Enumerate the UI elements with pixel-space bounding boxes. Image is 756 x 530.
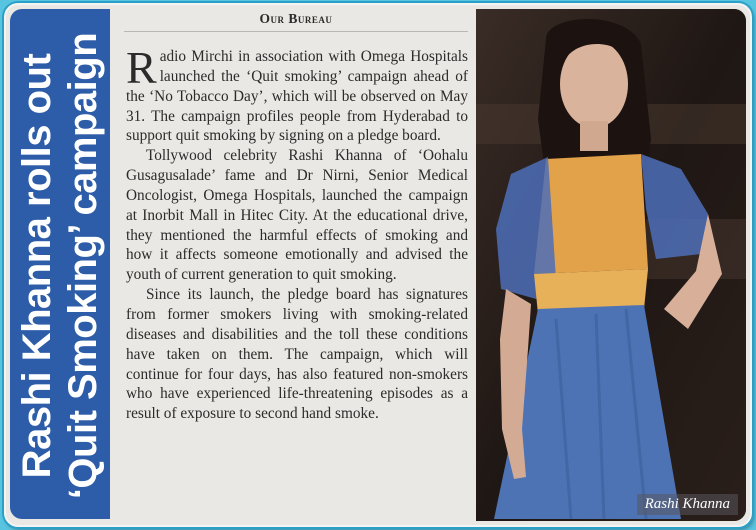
- article-paragraph-3: Since its launch, the pledge board has signatures from former smokers living with smoking-related diseases and disabilities and the toll these conditions have taken on them. The campaign, which will continue for four days, has also featured non-smokers who have experienced life-threatening episodes as a result of exposure to second hand smoke.: [126, 286, 468, 423]
- headline-line-2: ‘Quit Smoking’ campaign: [61, 32, 105, 500]
- newspaper-clipping: [4, 3, 752, 527]
- portrait-illustration: [476, 9, 746, 521]
- article-paragraph-1: [126, 42, 468, 146]
- article-body: [126, 42, 468, 424]
- headline-sidebar: [10, 9, 110, 519]
- photo-caption: Rashi Khanna: [637, 494, 738, 515]
- headline: [12, 16, 108, 516]
- headline-line-1: Rashi Khanna rolls out: [15, 53, 59, 479]
- portrait-photo: [476, 9, 746, 521]
- byline: Our Bureau: [124, 11, 468, 32]
- article-paragraph-1-text: adio Mirchi in association with Omega Hospitals launched the ‘Quit smoking’ campaign ahead of the ‘No Tobacco Day’, which will be observed on May 31. The campaign profiles people from Hyderabad to support quit smoking by signing on a pledge board.: [126, 48, 468, 145]
- drop-cap: R: [126, 42, 157, 93]
- article-paragraph-2: Tollywood celebrity Rashi Khanna of ‘Oohalu Gusagusalade’ fame and Dr Nirni, Senior Medical Oncologist, Omega Hospitals, launched the campaign at Inorbit Mall in Hitec City. At the educational drive, they mentioned the harmful effects of smoking and how it affects someone emotionally and advised the youth of current generation to quit smoking.: [126, 147, 468, 284]
